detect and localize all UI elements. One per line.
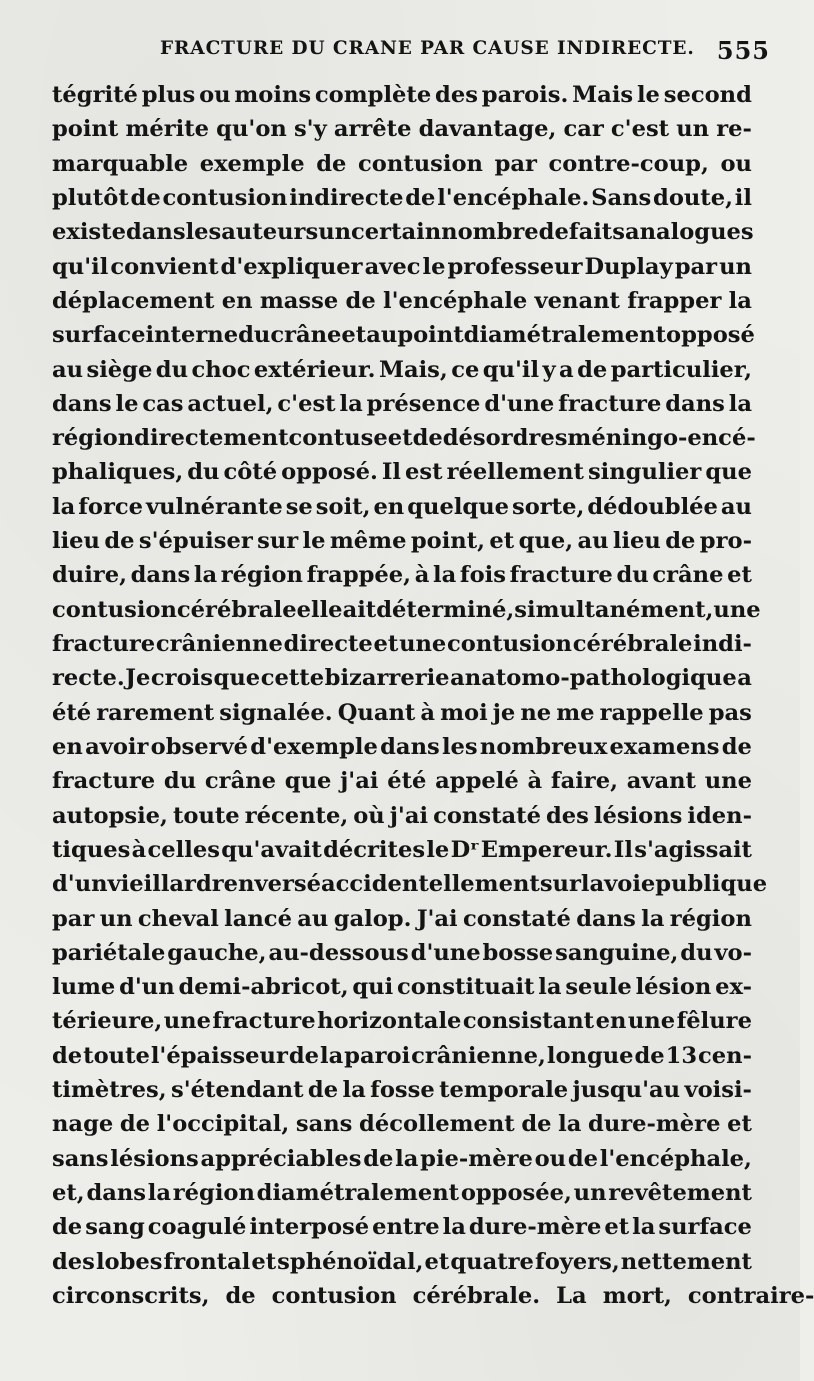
text-line: duire, dans la région frappée, à la fois fracture du crâne et bbox=[52, 562, 752, 589]
text-line: des lobes frontal et sphénoïdal, et quatre foyers, nettement bbox=[52, 1248, 752, 1275]
text-line: phaliques, du côté opposé. Il est réellement singulier que bbox=[52, 459, 752, 486]
text-line: d'un vieillard renversé accidentellement sur la voie publique bbox=[52, 871, 768, 898]
text-line: térieure, une fracture horizontale consistant en une fêlure bbox=[52, 1008, 752, 1035]
text-line: timètres, s'étendant de la fosse temporale jusqu'au voisi- bbox=[52, 1077, 752, 1104]
text-line: autopsie, toute récente, où j'ai constaté des lésions iden- bbox=[52, 802, 752, 829]
text-line: recte. Je crois que cette bizarrerie anatomo-pathologique a bbox=[52, 665, 752, 692]
text-line: pariétale gauche, au-dessous d'une bosse sanguine, du vo- bbox=[52, 939, 752, 966]
text-line: surface interne du crâne et au point diamétralement opposé bbox=[52, 322, 755, 349]
text-line: nage de l'occipital, sans décollement de la dure-mère et bbox=[52, 1111, 752, 1138]
text-line: en avoir observé d'exemple dans les nombreux examens de bbox=[52, 733, 752, 760]
text-line: et, dans la région diamétralement opposée, un revêtement bbox=[52, 1180, 752, 1206]
text-line: lieu de s'épuiser sur le même point, et que, au lieu de pro- bbox=[52, 528, 752, 555]
page-number: 555 bbox=[716, 36, 770, 65]
text-line: contusion cérébrale elle ait déterminé, simultanément, une bbox=[52, 596, 761, 623]
text-line: existe dans les auteurs un certain nombre de faits analogues bbox=[52, 219, 754, 246]
text-line: de toute l'épaisseur de la paroi crânienne, longue de 13 cen- bbox=[52, 1042, 752, 1069]
text-line: par un cheval lancé au galop. J'ai constaté dans la région bbox=[52, 905, 752, 932]
text-line: de sang coagulé interposé entre la dure-mère et la surface bbox=[52, 1214, 752, 1241]
text-line: tiques à celles qu'avait décrites le Dʳ Empereur. Il s'agissait bbox=[52, 836, 752, 863]
text-line: tégrité plus ou moins complète des parois. Mais le second bbox=[52, 82, 752, 108]
text-line: déplacement en masse de l'encéphale venant frapper la bbox=[52, 287, 752, 314]
text-line: plutôt de contusion indirecte de l'encéphale. Sans doute, il bbox=[52, 184, 752, 211]
text-line: circonscrits, de contusion cérébrale. La mort, contraire- bbox=[52, 1282, 814, 1309]
text-line: été rarement signalée. Quant à moi je ne me rappelle pas bbox=[52, 699, 752, 726]
text-line: lume d'un demi-abricot, qui constituait la seule lésion ex- bbox=[52, 974, 752, 1001]
running-title: FRACTURE DU CRANE PAR CAUSE INDIRECTE. bbox=[160, 38, 695, 59]
text-line: fracture crânienne directe et une contusion cérébrale indi- bbox=[52, 631, 752, 657]
text-line: point mérite qu'on s'y arrête davantage, car c'est un re- bbox=[52, 116, 752, 143]
body-text bbox=[52, 78, 814, 1313]
running-head bbox=[0, 38, 800, 66]
text-line: qu'il convient d'expliquer avec le professeur Duplay par un bbox=[52, 253, 752, 280]
text-line: fracture du crâne que j'ai été appelé à faire, avant une bbox=[52, 768, 752, 795]
text-line: la force vulnérante se soit, en quelque sorte, dédoublée au bbox=[52, 493, 752, 520]
text-line: marquable exemple de contusion par contre-coup, ou bbox=[52, 150, 752, 177]
text-line: dans le cas actuel, c'est la présence d'une fracture dans la bbox=[52, 390, 752, 417]
text-line: sans lésions appréciables de la pie-mère ou de l'encéphale, bbox=[52, 1145, 752, 1172]
text-line: région directement contuse et de désordres méningo-encé- bbox=[52, 425, 756, 452]
text-line: au siège du choc extérieur. Mais, ce qu'il y a de particulier, bbox=[52, 356, 752, 383]
